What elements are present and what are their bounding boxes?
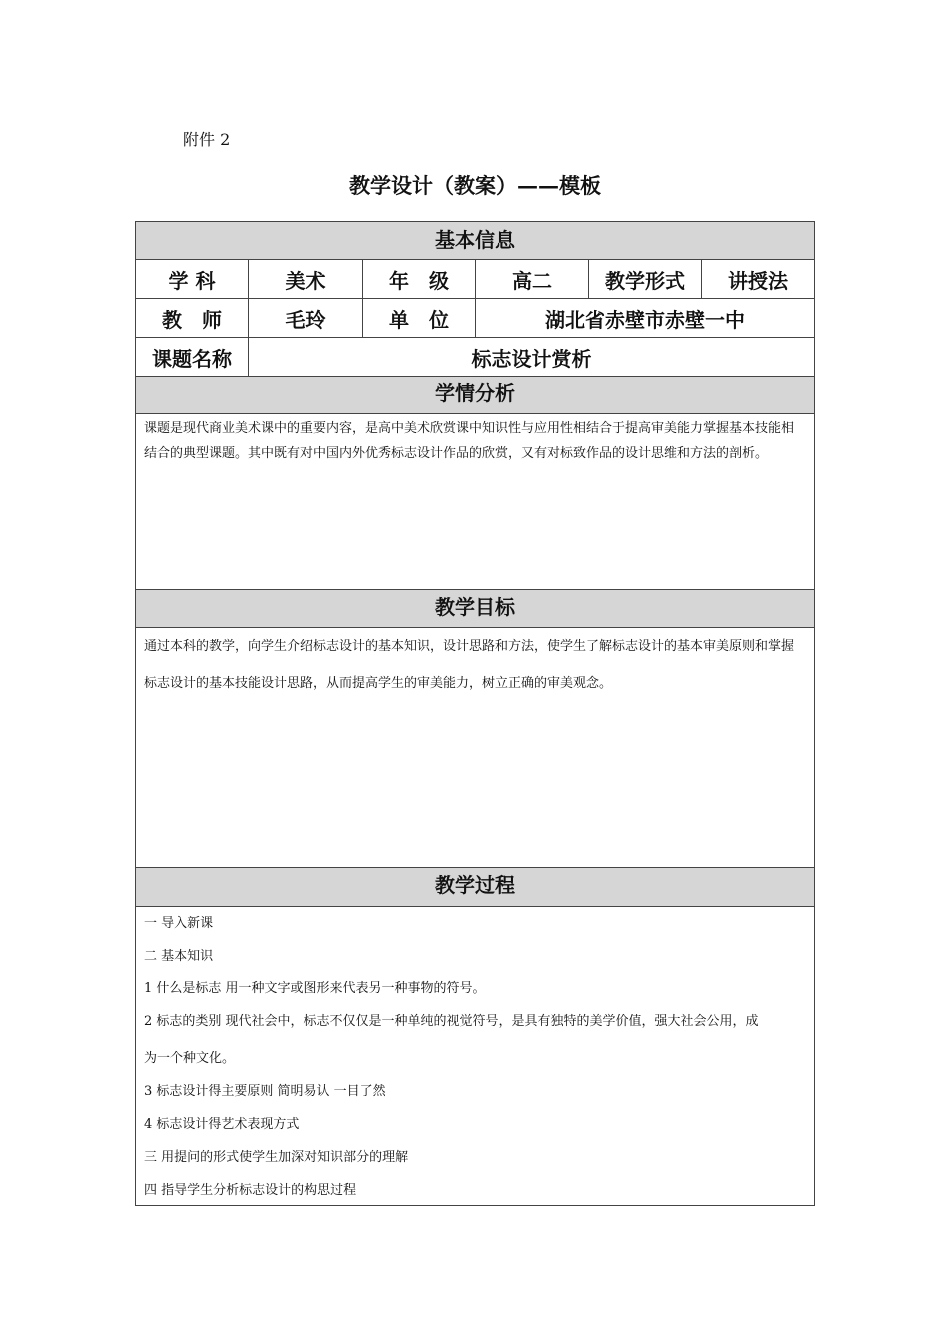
subject-label: 学 科 <box>136 260 249 298</box>
process-line: 4 标志设计得艺术表现方式 <box>144 1117 300 1132</box>
basic-info-header: 基本信息 <box>136 222 814 260</box>
student-analysis-text: 课题是现代商业美术课中的重要内容，是高中美术欣赏课中知识性与应用性相结合于提高审美能力掌握基本技能相结合的典型课题。其中既有对中国内外优秀标志设计作品的欣赏，又有对标致作品的设计思维和方法的剖析。 <box>144 421 795 461</box>
process-line: 四 指导学生分析标志设计的构思过程 <box>144 1183 357 1198</box>
process-line: 三 用提问的形式使学生加深对知识部分的理解 <box>144 1150 409 1165</box>
process-line: 3 标志设计得主要原则 简明易认 一目了然 <box>144 1084 386 1099</box>
teacher-value: 毛玲 <box>249 299 363 337</box>
lesson-plan-table <box>135 221 815 1206</box>
grade-value: 高二 <box>476 260 589 298</box>
basic-info-row-3 <box>136 338 814 377</box>
student-analysis-header: 学情分析 <box>136 377 814 414</box>
process-section <box>136 907 814 1205</box>
subject-value: 美术 <box>249 260 363 298</box>
process-line: 一 导入新课 <box>144 916 214 931</box>
teaching-form-value: 讲授法 <box>728 268 788 293</box>
topic-value: 标志设计赏析 <box>471 346 592 371</box>
grade-label: 年 级 <box>363 260 476 298</box>
teacher-label: 教 师 <box>136 299 249 337</box>
process-header: 教学过程 <box>136 868 814 907</box>
process-line: 二 基本知识 <box>144 949 214 964</box>
process-line: 2 标志的类别 现代社会中，标志不仅仅是一种单纯的视觉符号，是具有独特的美学价值，强大社会公用，成 <box>144 1014 759 1029</box>
basic-info-row-2 <box>136 299 814 338</box>
teaching-form-label: 教学形式 <box>589 260 702 298</box>
unit-label: 单 位 <box>363 299 476 337</box>
objectives-header: 教学目标 <box>136 590 814 628</box>
attachment-label: 附件 2 <box>183 130 231 149</box>
basic-info-row-1 <box>136 260 814 299</box>
student-analysis-section <box>136 414 814 590</box>
document-title: 教学设计（教案）——模板 <box>349 173 601 198</box>
process-line: 为一个种文化。 <box>144 1051 236 1066</box>
objectives-section <box>136 628 814 868</box>
unit-value: 湖北省赤壁市赤壁一中 <box>545 307 745 332</box>
topic-label: 课题名称 <box>136 338 249 376</box>
process-line: 1 什么是标志 用一种文字或图形来代表另一种事物的符号。 <box>144 981 486 996</box>
objectives-text: 通过本科的教学，向学生介绍标志设计的基本知识，设计思路和方法，使学生了解标志设计的基本审美原则和掌握标志设计的基本技能设计思路，从而提高学生的审美能力，树立正确的审美观念。 <box>144 639 795 691</box>
